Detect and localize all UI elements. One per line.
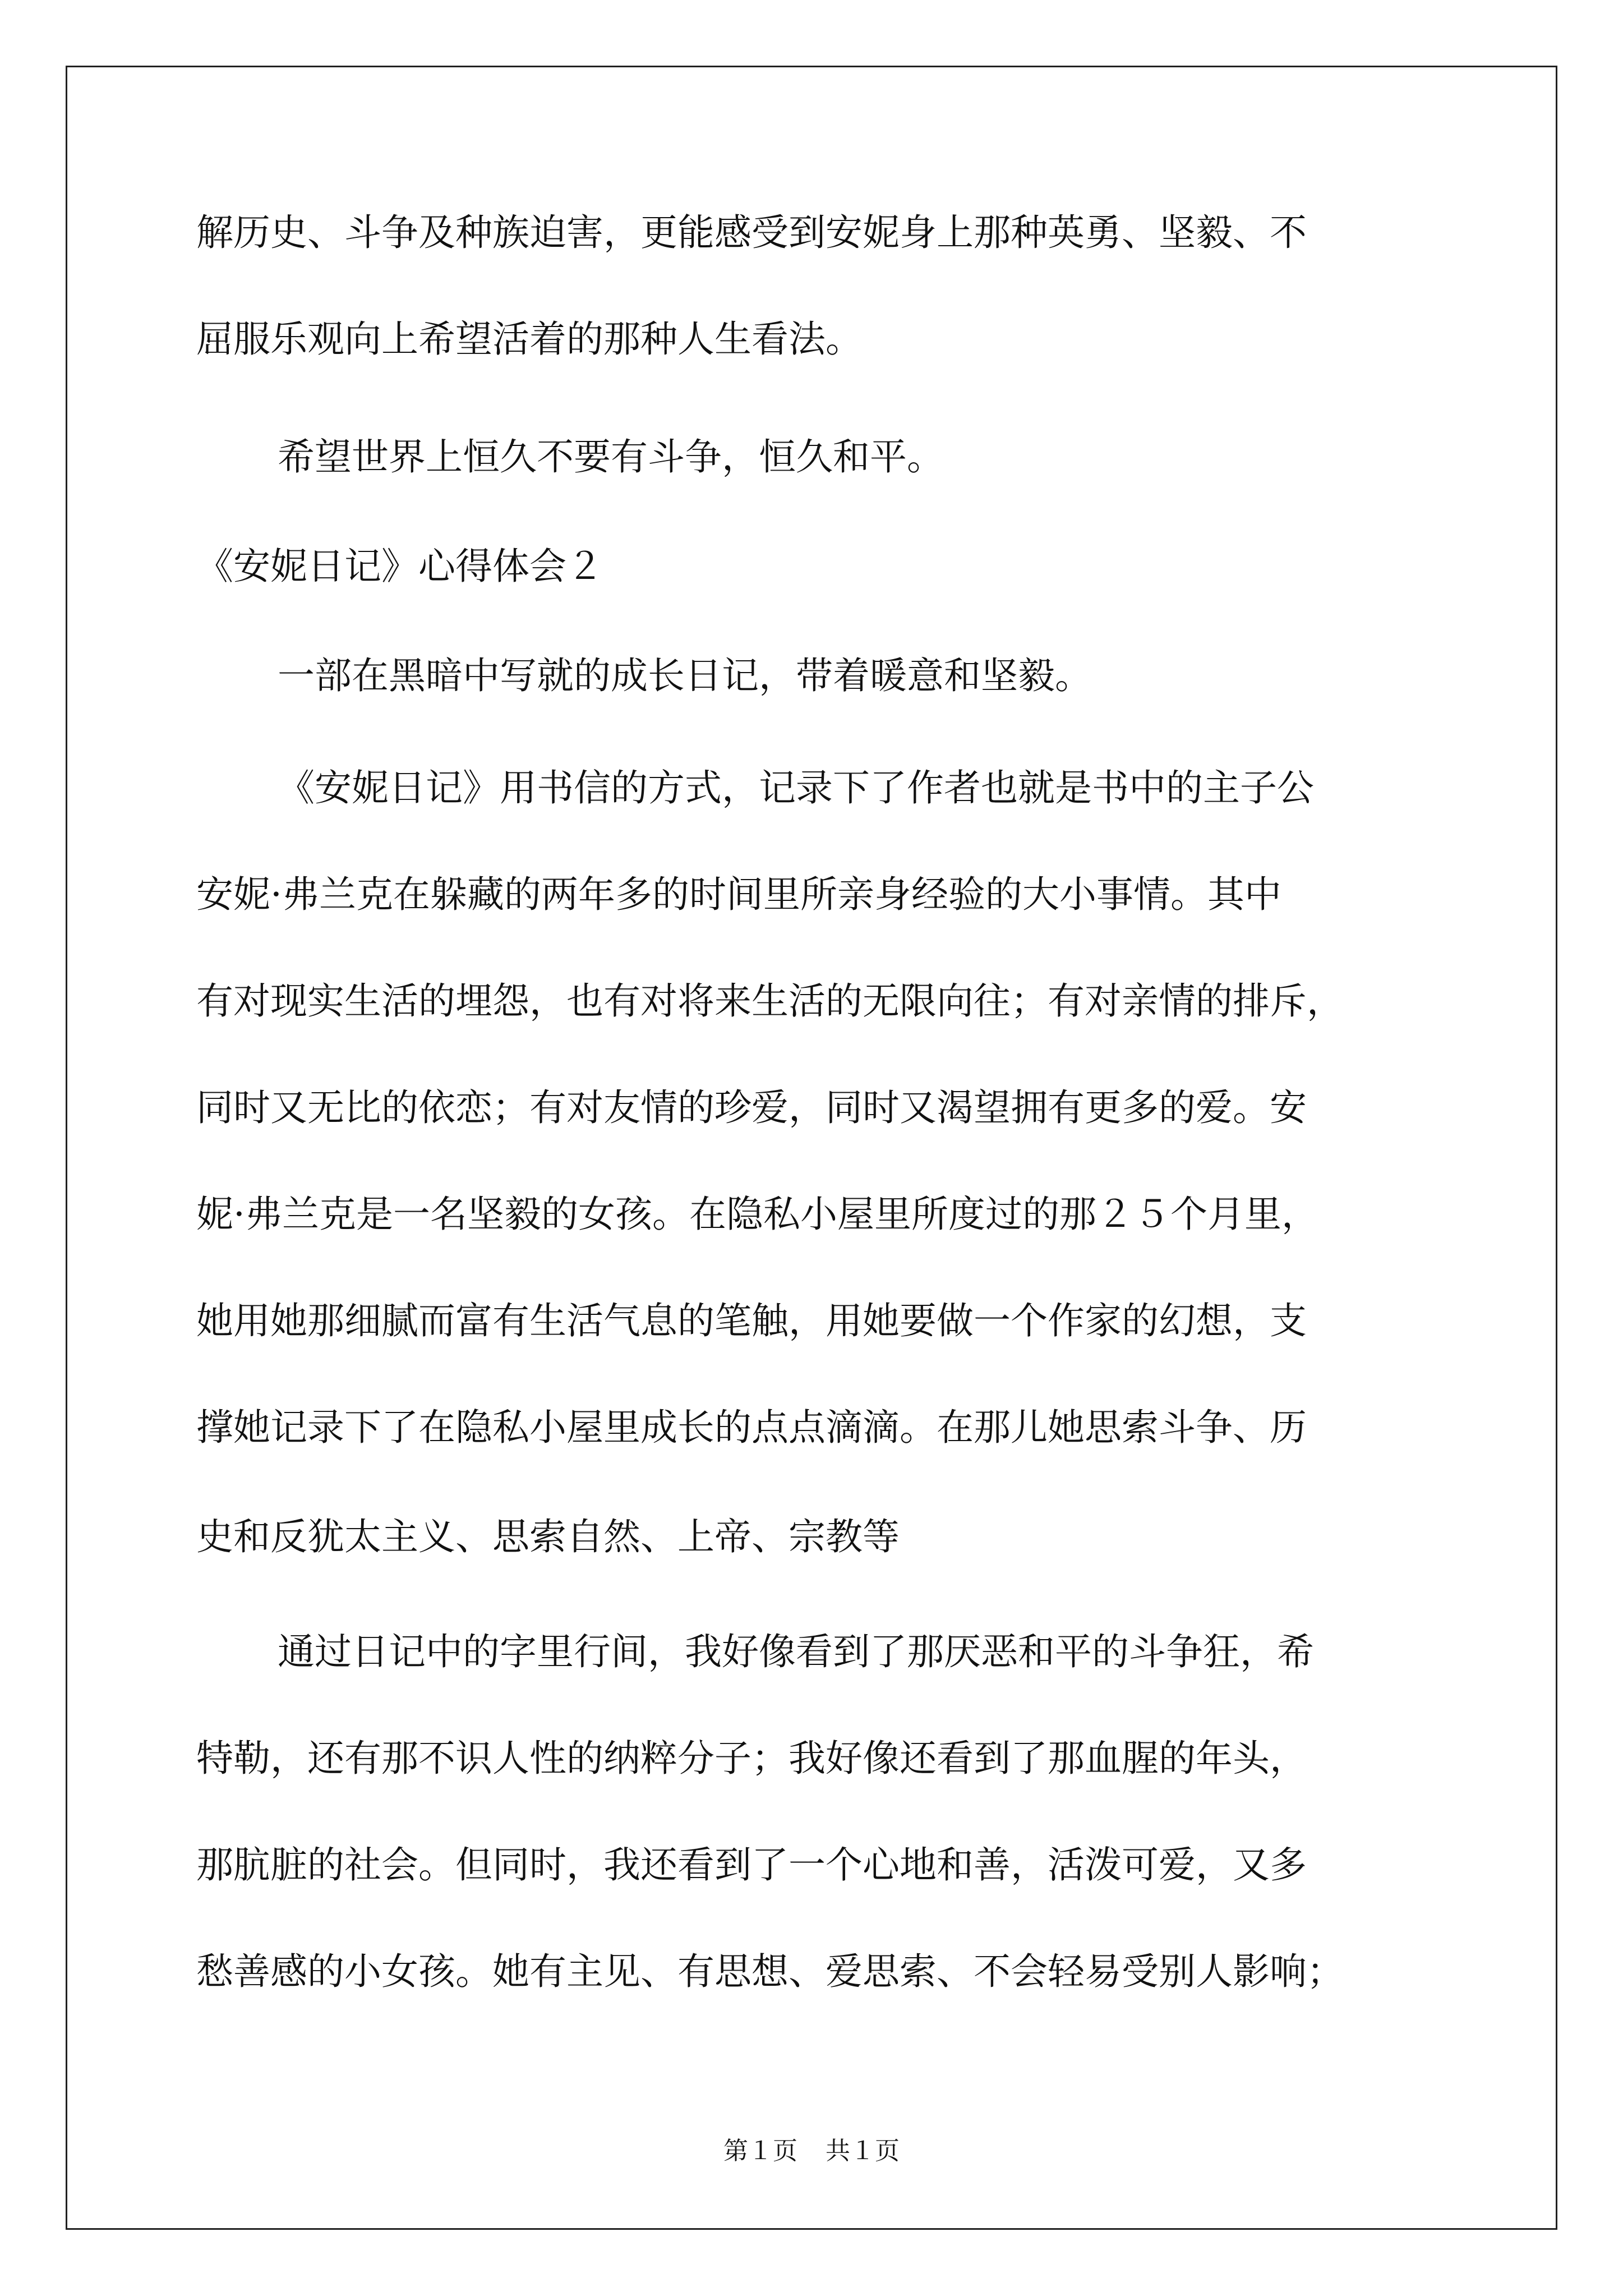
text-line-7: 安妮·弗兰克在躲藏的两年多的时间里所亲身经验的大小事情。其中 [196,873,1281,916]
text-line-10: 妮·弗兰克是一名坚毅的女孩。在隐私小屋里所度过的那２５个月里， [196,1193,1318,1236]
text-line-17: 愁善感的小女孩。她有主见、有思想、爱思索、不会轻易受别人影响； [196,1950,1344,1993]
text-line-9: 同时又无比的依恋；有对友情的珍爱，同时又渴望拥有更多的爱。安 [196,1086,1307,1129]
page-footer [0,2134,1623,2168]
text-line-16: 那肮脏的社会。但同时，我还看到了一个心地和善，活泼可爱，又多 [196,1843,1307,1887]
page-border [66,66,1557,2230]
text-line-12: 撑她记录下了在隐私小屋里成长的点点滴滴。在那儿她思索斗争、历 [196,1406,1307,1449]
text-line-5: 一部在黑暗中写就的成长日记，带着暖意和坚毅。 [278,654,1092,697]
text-line-15: 特勒，还有那不识人性的纳粹分子；我好像还看到了那血腥的年头， [196,1737,1307,1780]
text-line-2: 屈服乐观向上希望活着的那种人生看法。 [196,318,863,361]
page-total: 共１页 [826,2137,900,2165]
text-line-6: 《安妮日记》用书信的方式，记录下了作者也就是书中的主子公 [278,766,1314,809]
text-line-11: 她用她那细腻而富有生活气息的笔触，用她要做一个作家的幻想，支 [196,1299,1307,1342]
text-line-3: 希望世界上恒久不要有斗争，恒久和平。 [278,435,944,478]
text-line-13: 史和反犹太主义、思索自然、上帝、宗教等 [196,1515,900,1558]
text-line-8: 有对现实生活的埋怨，也有对将来生活的无限向往；有对亲情的排斥， [196,979,1344,1023]
page-number: 第１页 [723,2137,797,2165]
text-line-14: 通过日记中的字里行间，我好像看到了那厌恶和平的斗争狂，希 [278,1630,1314,1673]
text-line-1: 解历史、斗争及种族迫害，更能感受到安妮身上那种英勇、坚毅、不 [196,211,1307,254]
section-heading: 《安妮日记》心得体会２ [196,545,603,588]
